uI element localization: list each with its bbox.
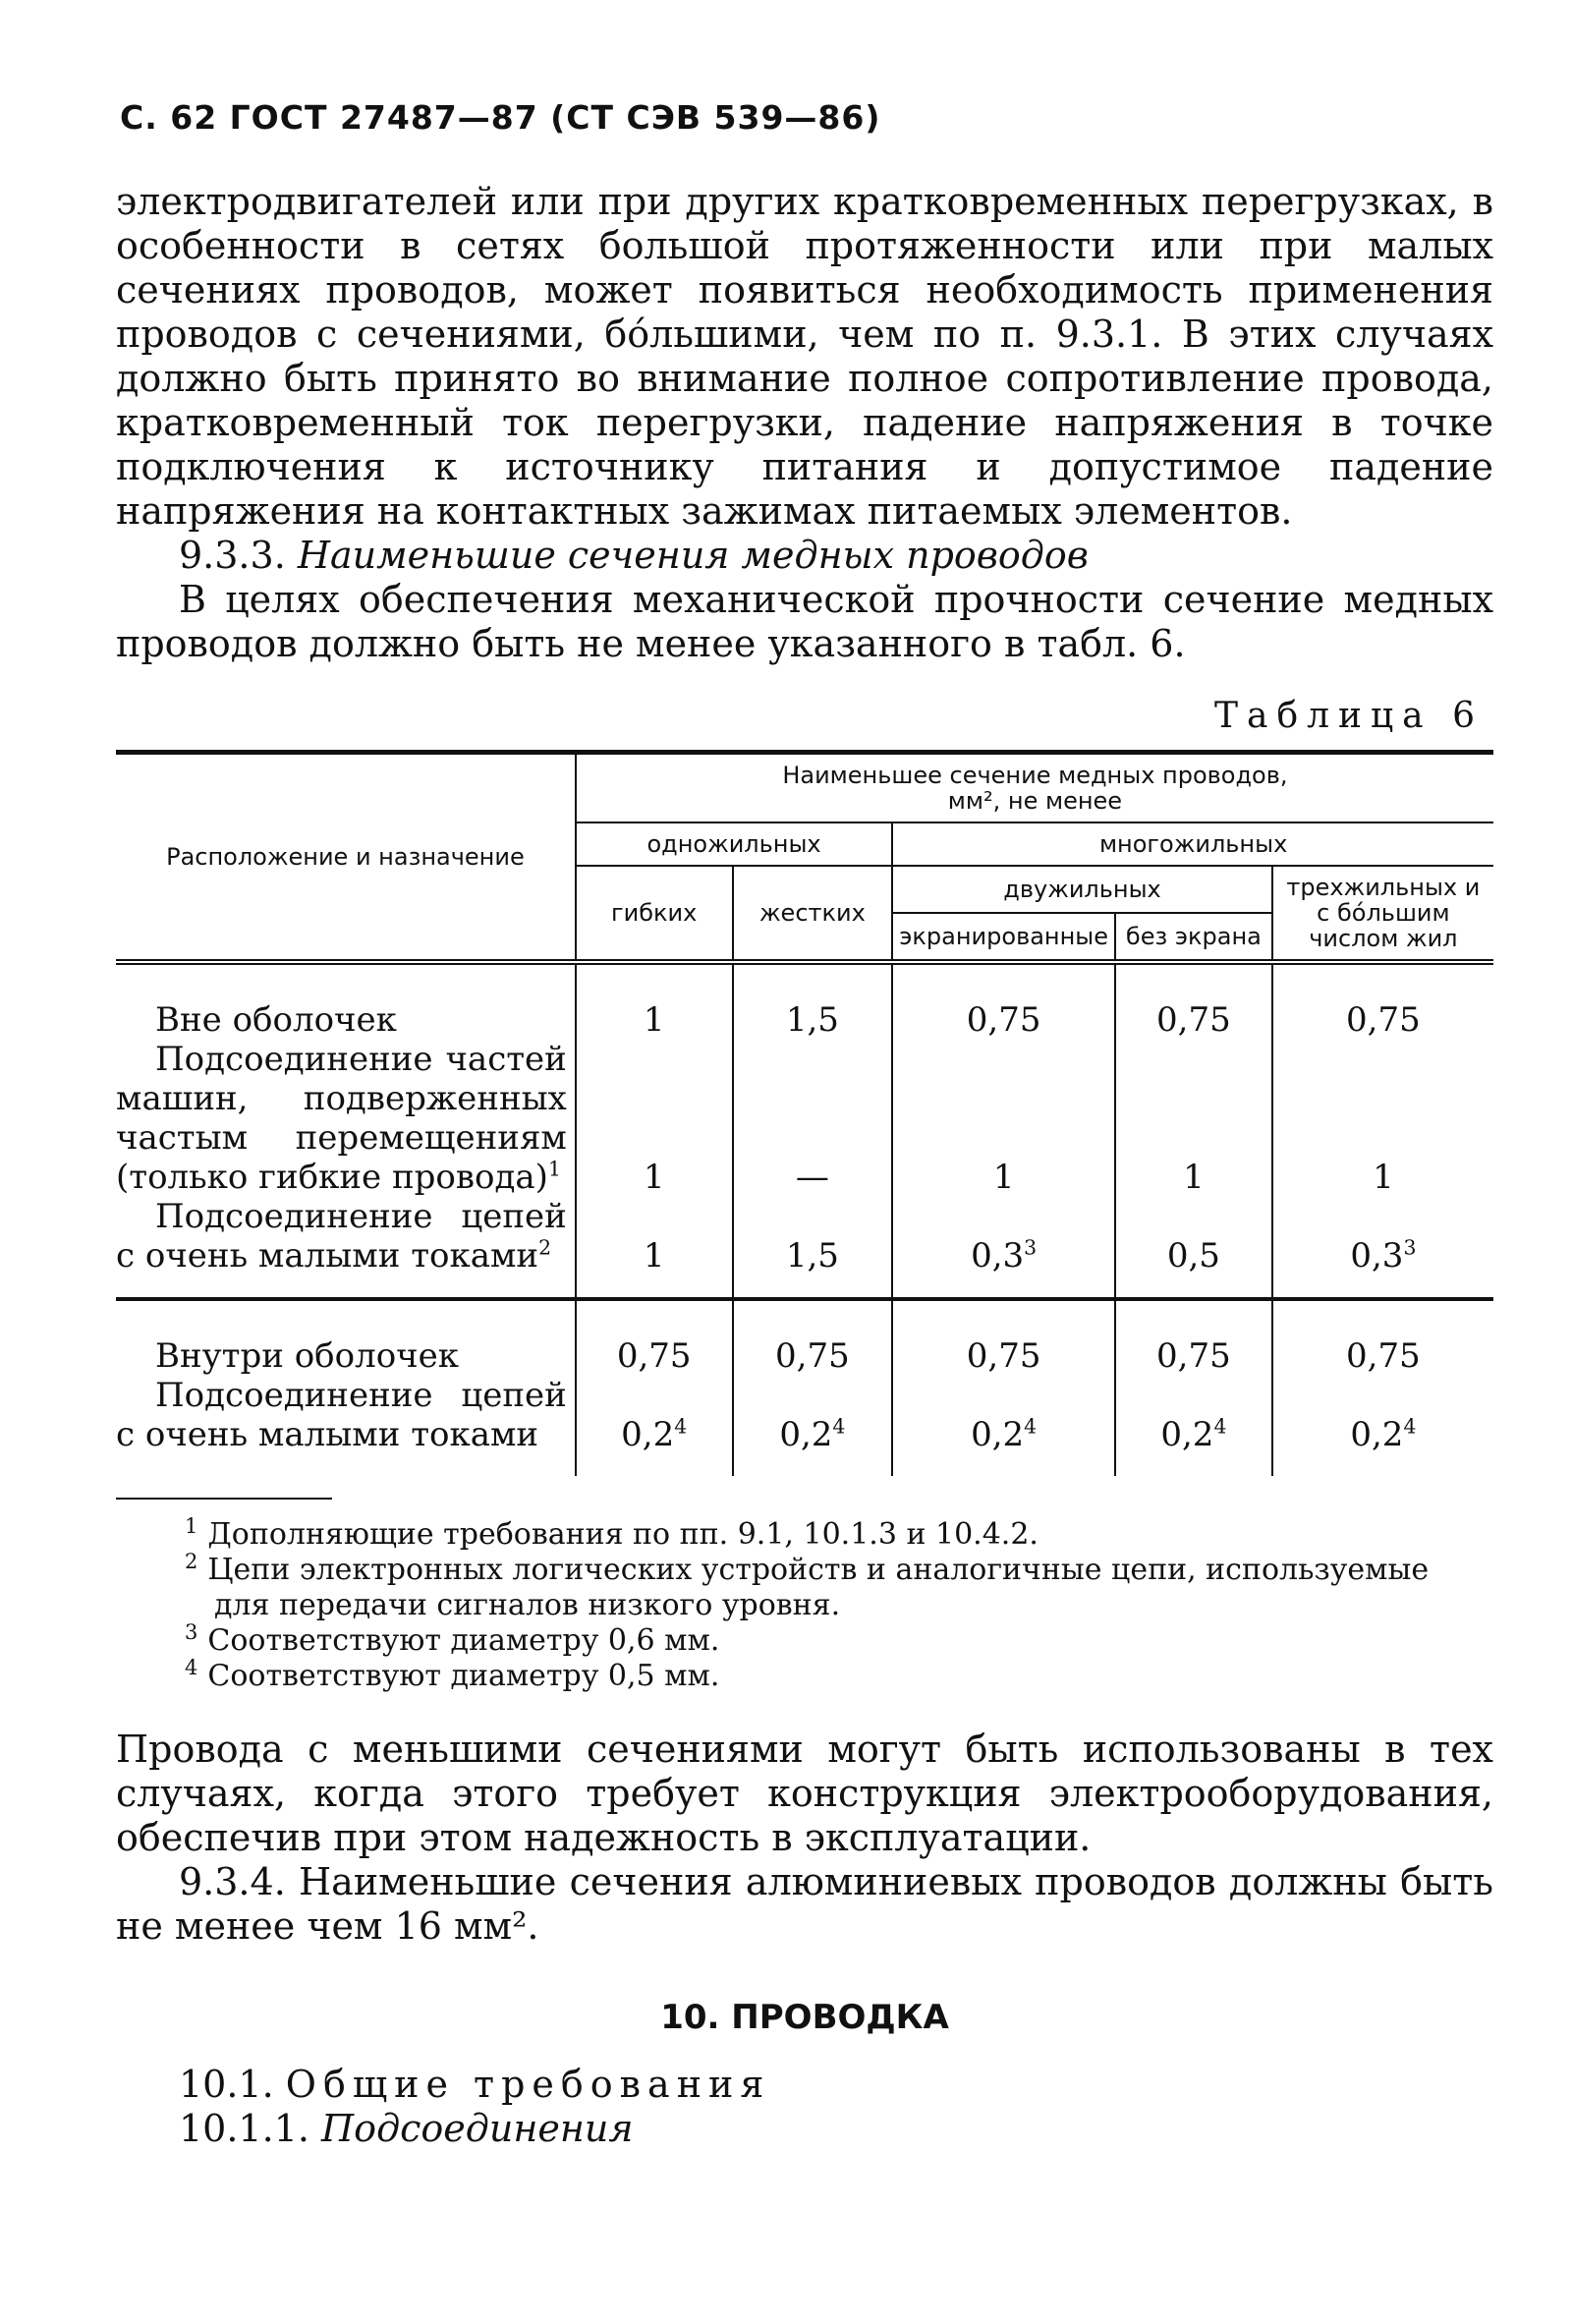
- cell-number: 0,3: [971, 1236, 1025, 1275]
- cell-value: [576, 1376, 733, 1454]
- cell-value: 0,75: [576, 1336, 733, 1376]
- running-head: С. 62 ГОСТ 27487—87 (СТ СЭВ 539—86): [120, 98, 881, 137]
- section-10-1-1: [116, 2107, 1493, 2151]
- cell-value: 0,75: [1272, 1000, 1493, 1040]
- group-inside-enclosures: [116, 1299, 1493, 1476]
- cell-number: 0,2: [1160, 1415, 1214, 1454]
- cell-value: 0,75: [1115, 1000, 1272, 1040]
- section-title: Общие требования: [285, 2063, 771, 2106]
- footnote: [116, 1514, 1493, 1553]
- min-section-table: [116, 750, 1493, 1476]
- cell-value: 1: [576, 1000, 733, 1040]
- chapter-heading: 10. ПРОВОДКА: [660, 1998, 949, 2037]
- section-title: Подсоединения: [321, 2107, 634, 2150]
- footnote-ref: 1: [547, 1157, 561, 1181]
- footnote-mark: 3: [185, 1620, 198, 1644]
- document-page: [116, 98, 1493, 2151]
- header-twin-core: двужильных: [892, 866, 1272, 913]
- footnote-text: Соответствуют диаметру 0,6 мм.: [207, 1623, 720, 1658]
- footnote-ref: 3: [1024, 1235, 1038, 1260]
- cell-value: 0,75: [1272, 1336, 1493, 1376]
- cell-number: 0,2: [1350, 1415, 1404, 1454]
- section-number: 9.3.3.: [179, 534, 286, 577]
- footnote-ref: 4: [832, 1414, 846, 1439]
- cell-value: 0,5: [1115, 1197, 1272, 1275]
- cell-value: [1272, 1197, 1493, 1275]
- header-unshielded: без экрана: [1115, 913, 1272, 962]
- footnote-ref: 4: [674, 1414, 688, 1439]
- paragraph-small-sections: Провода с меньшими сечениями могут быть использованы в тех случаях, когда этого требует конструкция электрооборудования, обеспечив при этом надежность в эксплуатации.: [116, 1728, 1493, 1859]
- cell-value: 0,75: [1115, 1336, 1272, 1376]
- footnote-mark: 2: [185, 1550, 198, 1573]
- cell-value: 0,75: [892, 1336, 1115, 1376]
- group-outside-enclosures: [116, 962, 1493, 1299]
- section-9-3-3-heading: [116, 534, 1493, 578]
- footnote: [116, 1656, 1493, 1694]
- section-9-3-3-text: В целях обеспечения механической прочности сечение медных проводов должно быть не менее указанного в табл. 6.: [116, 578, 1493, 665]
- cell-value: 1,5: [733, 1000, 893, 1040]
- cell-number: 0,2: [971, 1415, 1025, 1454]
- section-number: 10.1.: [179, 2063, 274, 2106]
- header-arrangement: Расположение и назначение: [116, 753, 576, 963]
- header-shielded: экранированные: [892, 913, 1115, 962]
- cell-number: 0,2: [779, 1415, 833, 1454]
- footnote-text: Дополняющие требования по пп. 9.1, 10.1.3 и 10.4.2.: [207, 1517, 1039, 1552]
- footnote-rule: [116, 1498, 332, 1500]
- header-three-core: трехжильных и с бо́льшим числом жил: [1272, 866, 1493, 962]
- cell-value: [892, 1376, 1115, 1454]
- cell-value: 0,75: [733, 1336, 893, 1376]
- footnote-ref: 4: [1213, 1414, 1227, 1439]
- footnote-ref: 3: [1403, 1235, 1417, 1260]
- table-row: [116, 1000, 1493, 1040]
- cell-value: [1115, 1376, 1272, 1454]
- header-flexible: гибких: [576, 866, 733, 962]
- cell-value: 1,5: [733, 1197, 893, 1275]
- cell-value: 1: [576, 1197, 733, 1275]
- header-min-section: [576, 753, 1493, 823]
- footnote: [116, 1620, 1493, 1659]
- footnote-ref: 4: [1403, 1414, 1417, 1439]
- section-9-3-4: 9.3.4. Наименьшие сечения алюминиевых проводов должны быть не менее чем 16 мм².: [116, 1860, 1493, 1948]
- section-10-1: [116, 2063, 1493, 2107]
- table-row: [116, 1336, 1493, 1376]
- cell-value: 1: [1272, 1040, 1493, 1197]
- footnote-mark: 4: [185, 1656, 198, 1679]
- cell-value: [892, 1197, 1115, 1275]
- cell-value: 1: [576, 1040, 733, 1197]
- table-row: [116, 1040, 1493, 1197]
- row-label: [116, 1197, 576, 1275]
- cell-value: [733, 1376, 893, 1454]
- table-row: [116, 1197, 1493, 1275]
- cell-value: 1: [1115, 1040, 1272, 1197]
- header-single-core: одножильных: [576, 822, 892, 866]
- row-label-text: Подсоединение цепей с очень малыми токами: [116, 1197, 567, 1275]
- footnote-ref: 2: [538, 1235, 552, 1260]
- paragraph-continued: электродвигателей или при других кратковременных перегрузках, в особенности в сетях большой протяженности или при малых сечениях проводов, может появиться необходимость применения проводов с сечениями, бо́льшими, чем по п. 9.3.1. В этих случаях должно быть принято во внимание полное сопротивление провода, кратковременный ток перегрузки, падение напряжения в точке подключения к источнику питания и допустимое падение напряжения на контактных зажимах питаемых элементов.: [116, 180, 1493, 533]
- cell-number: 0,3: [1350, 1236, 1404, 1275]
- footnotes: [116, 1514, 1493, 1694]
- header-min-section-unit: мм², не менее: [947, 787, 1123, 815]
- row-label-text: Подсоединение частей машин, подверженных частым перемещениям (только гибкие провода): [116, 1040, 567, 1197]
- table-row: [116, 1376, 1493, 1454]
- footnote-ref: 4: [1024, 1414, 1038, 1439]
- cell-number: 0,2: [621, 1415, 675, 1454]
- row-label: Вне оболочек: [155, 1000, 397, 1040]
- section-number: 10.1.1.: [179, 2107, 309, 2150]
- header-rigid: жестких: [733, 866, 893, 962]
- cell-value: [1272, 1376, 1493, 1454]
- section-title: Наименьшие сечения медных проводов: [297, 534, 1089, 577]
- header-min-section-title: Наименьшее сечение медных проводов,: [782, 762, 1288, 789]
- row-label: Внутри оболочек: [155, 1336, 460, 1376]
- footnote-mark: 1: [185, 1514, 198, 1538]
- footnote: [116, 1550, 1493, 1623]
- cell-value: —: [733, 1040, 893, 1197]
- table-label: Таблица 6: [1214, 696, 1484, 736]
- cell-value: 0,75: [892, 1000, 1115, 1040]
- row-label: Подсоединение цепей с очень малыми токами: [116, 1376, 567, 1454]
- header-multi-core: многожильных: [892, 822, 1493, 866]
- row-label: [116, 1040, 576, 1197]
- footnote-text: Цепи электронных логических устройств и аналогичные цепи, используемые для передачи сигналов низкого уровня.: [207, 1553, 1430, 1622]
- footnote-text: Соответствуют диаметру 0,5 мм.: [207, 1659, 720, 1693]
- cell-value: 1: [892, 1040, 1115, 1197]
